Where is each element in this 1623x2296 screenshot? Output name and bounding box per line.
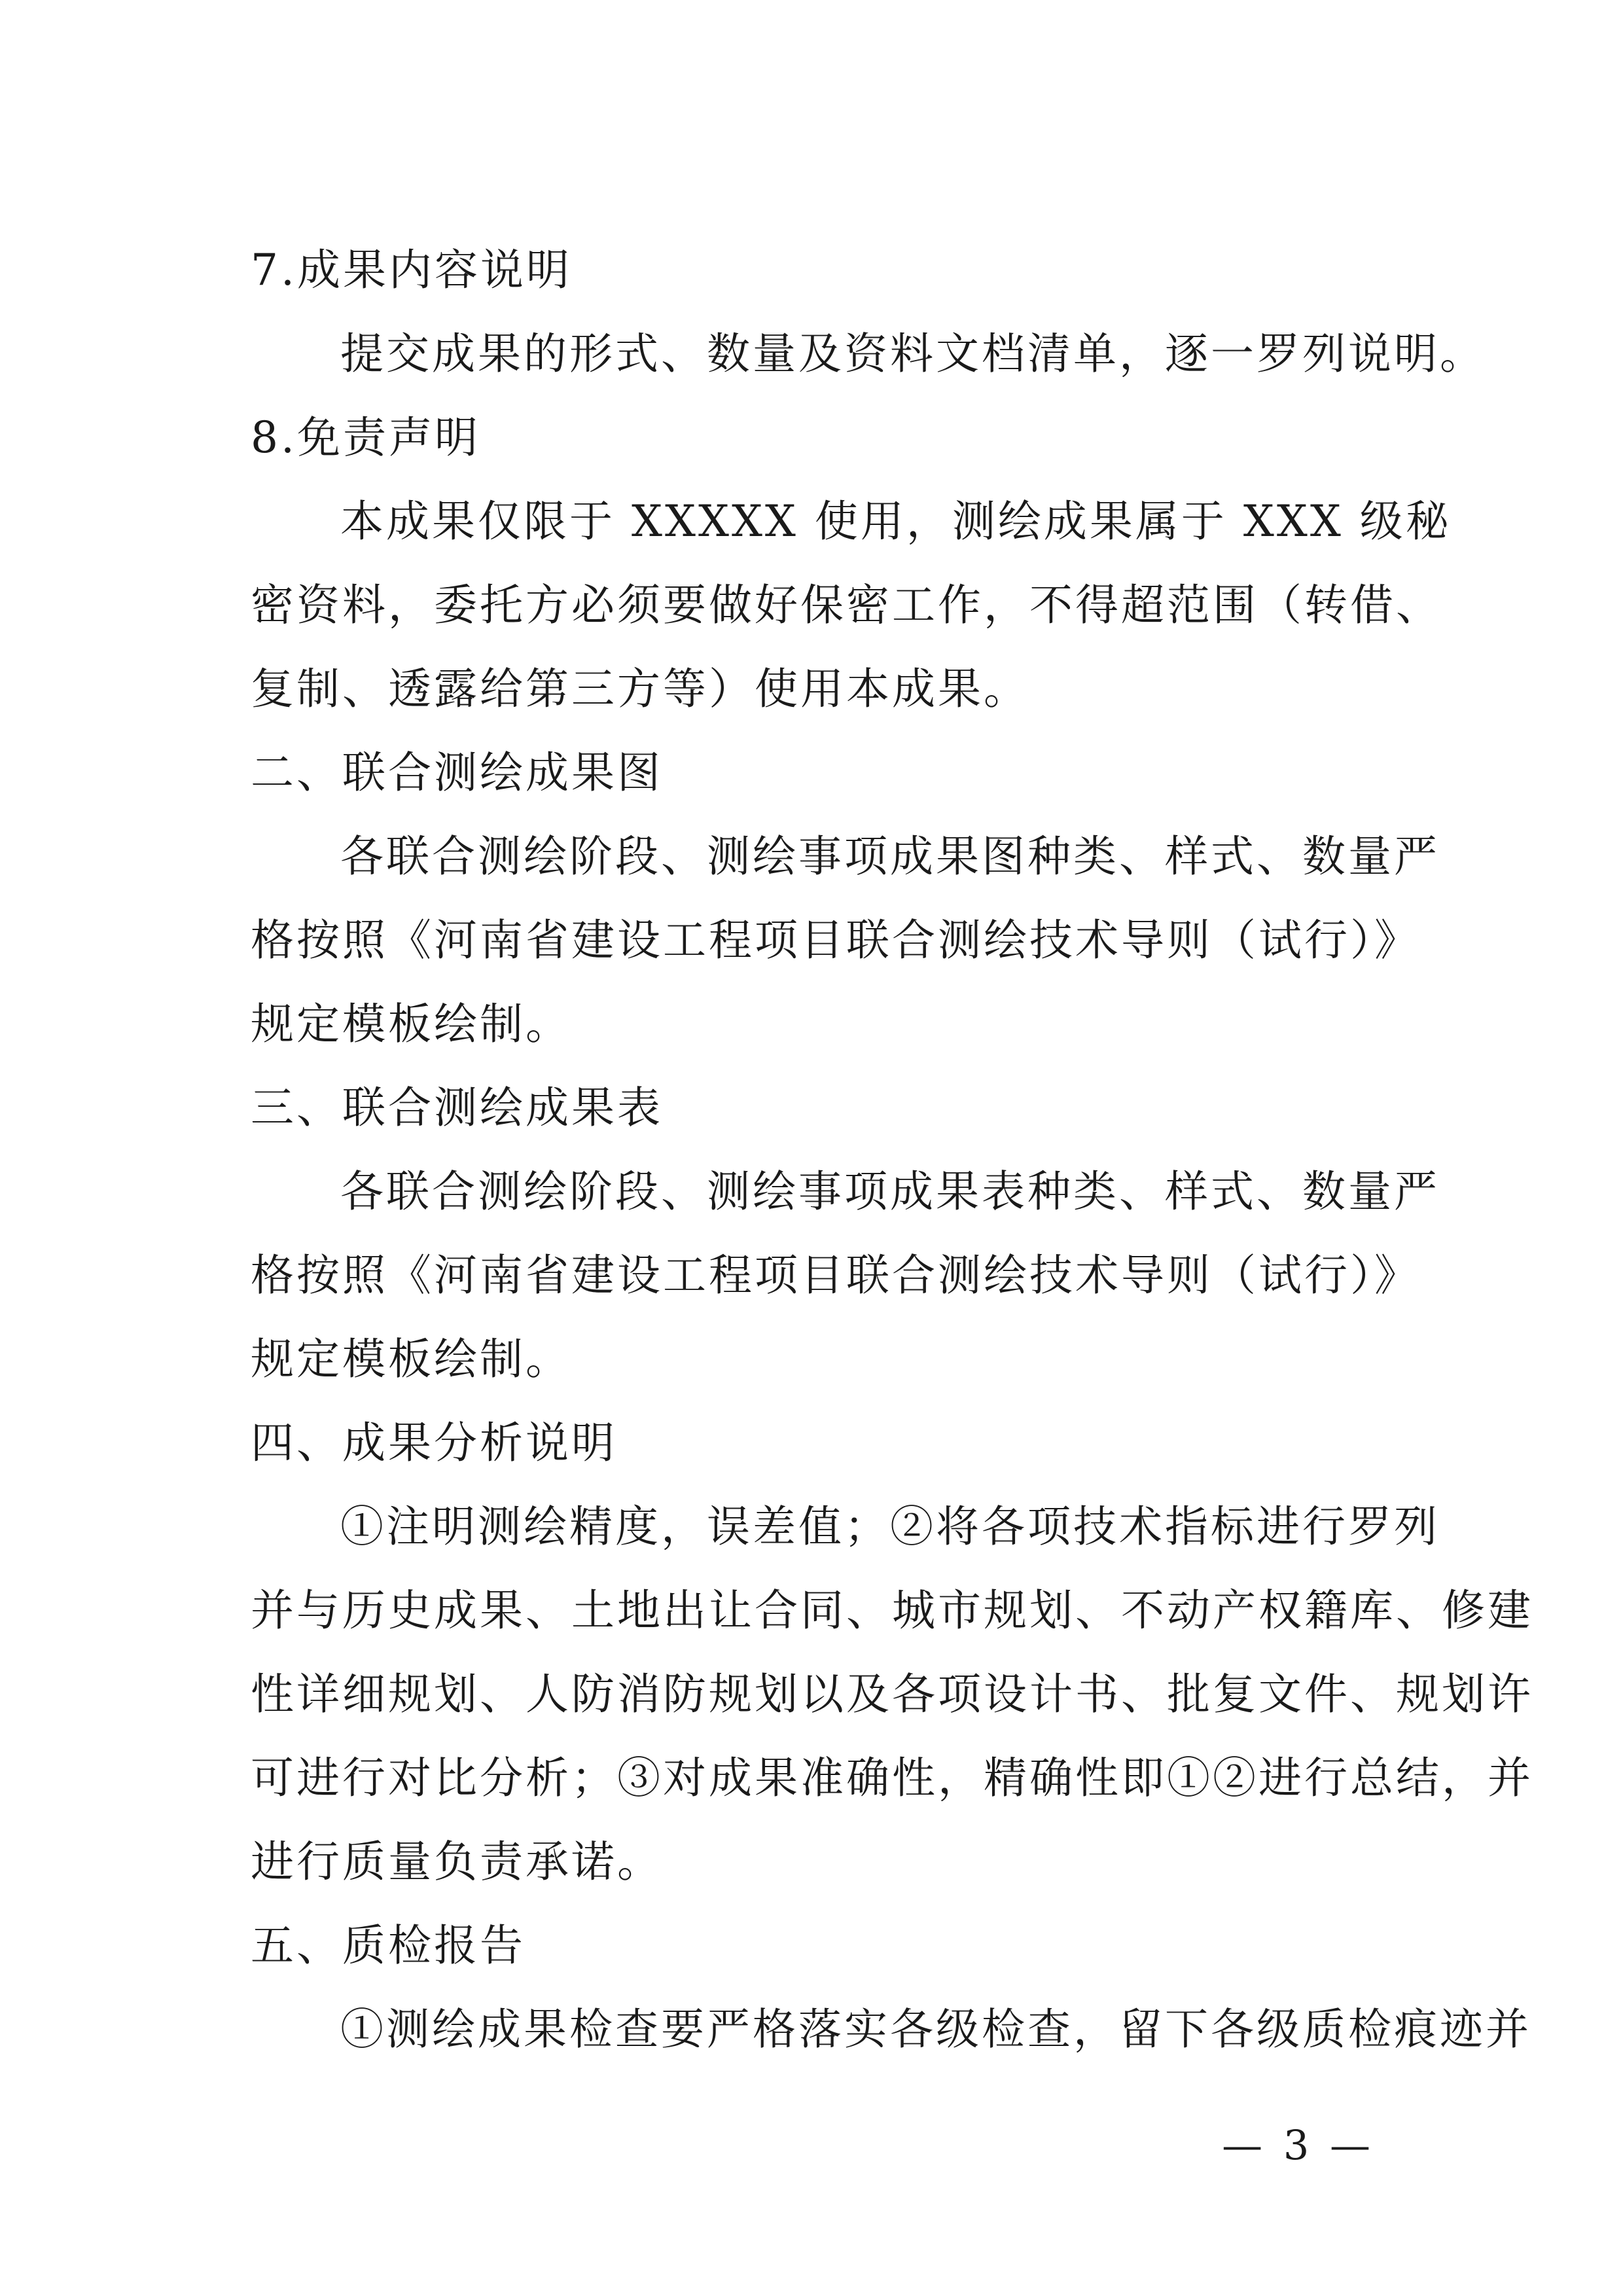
section-2-paragraph-line-2: 格按照《河南省建设工程项目联合测绘技术导则（试行）》	[251, 915, 1420, 965]
section-5-paragraph-line-1: ①测绘成果检查要严格落实各级检查，留下各级质检痕迹并	[340, 2004, 1531, 2054]
section-2-paragraph-line-1: 各联合测绘阶段、测绘事项成果图种类、样式、数量严	[340, 831, 1440, 882]
section-3-heading: 三、联合测绘成果表	[251, 1083, 663, 1133]
section-7-heading: 7.成果内容说明	[251, 245, 572, 295]
page-number: — 3 —	[1222, 2121, 1374, 2169]
section-4-paragraph-line-3: 性详细规划、人防消防规划以及各项设计书、批复文件、规划许	[251, 1669, 1533, 1719]
section-3-paragraph-line-3: 规定模板绘制。	[251, 1334, 571, 1384]
section-4-paragraph-line-2: 并与历史成果、土地出让合同、城市规划、不动产权籍库、修建	[251, 1585, 1533, 1636]
section-4-paragraph-line-4: 可进行对比分析；③对成果准确性，精确性即①②进行总结，并	[251, 1753, 1533, 1803]
section-4-heading: 四、成果分析说明	[251, 1418, 617, 1468]
section-8-paragraph-line-2: 密资料，委托方必须要做好保密工作，不得超范围（转借、	[251, 580, 1442, 630]
section-2-paragraph-line-3: 规定模板绘制。	[251, 999, 571, 1049]
section-8-paragraph-line-3: 复制、透露给第三方等）使用本成果。	[251, 664, 1029, 714]
section-4-paragraph-line-5: 进行质量负责承诺。	[251, 1837, 663, 1887]
section-7-paragraph-line-1: 提交成果的形式、数量及资料文档清单，逐一罗列说明。	[340, 329, 1486, 379]
section-8-paragraph-line-1: 本成果仅限于 XXXXX 使用，测绘成果属于 XXX 级秘	[340, 496, 1452, 547]
section-2-heading: 二、联合测绘成果图	[251, 747, 663, 798]
section-3-paragraph-line-1: 各联合测绘阶段、测绘事项成果表种类、样式、数量严	[340, 1166, 1440, 1217]
section-5-heading: 五、质检报告	[251, 1920, 526, 1971]
section-4-paragraph-line-1: ①注明测绘精度，误差值；②将各项技术指标进行罗列	[340, 1501, 1440, 1552]
section-8-heading: 8.免责声明	[251, 412, 480, 463]
section-3-paragraph-line-2: 格按照《河南省建设工程项目联合测绘技术导则（试行）》	[251, 1250, 1420, 1300]
